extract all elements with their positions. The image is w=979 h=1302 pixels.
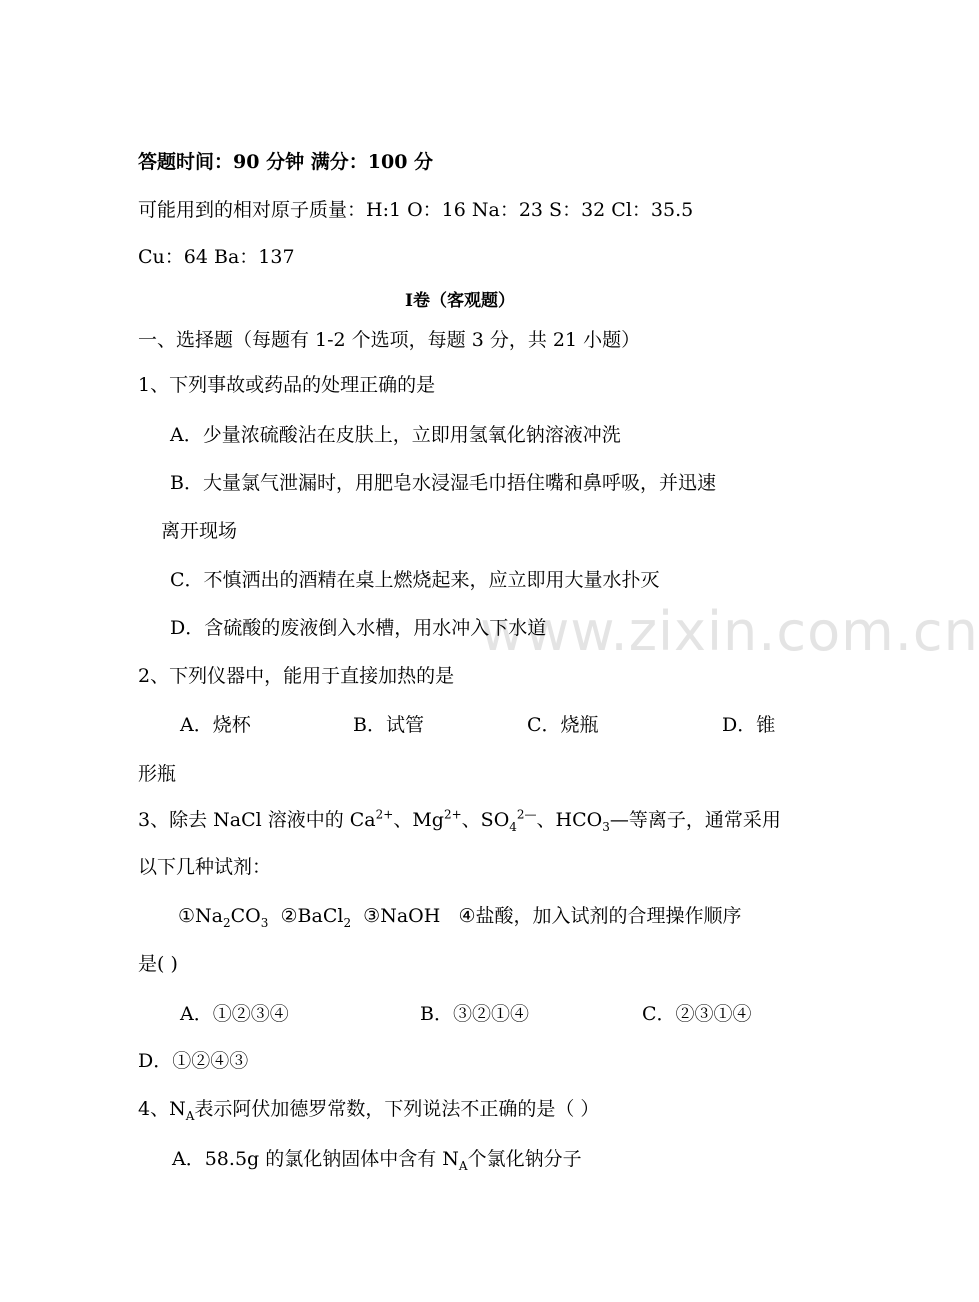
volume-title: Ⅰ卷（客观题） (405, 291, 515, 311)
q2-option-d-line1: D．锥 (722, 714, 776, 736)
time-label: 答题时间 (138, 151, 215, 173)
q2-option-b: B．试管 (353, 714, 424, 736)
q1-option-b-line1: B．大量氯气泄漏时，用肥皂水浸湿毛巾捂住嘴和鼻呼吸，并迅速 (170, 472, 716, 494)
atomic-masses-line-2: Cu：64 Ba：137 (138, 246, 295, 268)
reagent-1-sub2: 3 (260, 915, 269, 930)
q1-option-b-line2: 离开现场 (161, 520, 238, 542)
score-label: 满分 (310, 151, 349, 173)
section-title: 一、选择题（每题有 1-2 个选项，每题 3 分，共 21 小题） (138, 329, 641, 351)
q1-option-c: C．不慎洒出的酒精在桌上燃烧起来，应立即用大量水扑灭 (170, 569, 660, 591)
q3-stem-line2: 以下几种试剂： (138, 856, 272, 878)
q3-sep2: 、SO (461, 809, 510, 831)
q3-stem-suffix: 等离子，通常采用 (628, 809, 781, 831)
q4-option-a-subscript: A (458, 1158, 468, 1173)
q1-option-a: A．少量浓硫酸沾在皮肤上，立即用氢氧化钠溶液冲洗 (170, 424, 621, 446)
q2-option-a: A．烧杯 (180, 714, 251, 736)
q3-stem-prefix: 3、除去 NaCl 溶液中的 Ca (138, 809, 376, 831)
reagent-1-sub1: 2 (223, 915, 231, 930)
time-value: 90 分钟 (233, 151, 305, 173)
q1-option-d: D．含硫酸的废液倒入水槽，用水冲入下水道 (170, 617, 547, 639)
q3-option-c: C．②③①④ (642, 1003, 752, 1025)
reagent-2-sub: 2 (343, 915, 352, 930)
hco-charge: — (609, 809, 629, 831)
q3-reagents (178, 904, 741, 928)
q2-stem: 2、下列仪器中，能用于直接加热的是 (138, 665, 455, 687)
q4-stem-suffix: 表示阿伏加德罗常数，下列说法不正确的是（ ） (194, 1098, 600, 1120)
q2-option-d-line2: 形瓶 (138, 763, 177, 785)
q3-option-a: A．①②③④ (180, 1003, 289, 1025)
q3-stem-line1 (138, 808, 781, 832)
q4-option-a (172, 1147, 582, 1171)
q3-sep3: 、HCO (536, 809, 603, 831)
q1-stem: 1、下列事故或药品的处理正确的是 (138, 374, 436, 396)
q4-stem-subscript: A (185, 1108, 195, 1123)
q4-stem-prefix: 4、N (138, 1098, 186, 1120)
q4-option-a-prefix: A．58.5g 的氯化钠固体中含有 N (172, 1148, 459, 1170)
reagent-1-mid: CO (230, 905, 261, 927)
reagent-2-prefix: ②BaCl (280, 905, 344, 927)
ca-charge: 2+ (375, 807, 394, 822)
exam-header: 答题时间：90 分钟 满分：100 分 (138, 151, 434, 173)
q2-option-c: C．烧瓶 (527, 714, 599, 736)
q3-sep1: 、Mg (393, 809, 444, 831)
q3-option-b: B．③②①④ (420, 1003, 529, 1025)
mg-charge: 2+ (443, 807, 462, 822)
q4-stem (138, 1097, 599, 1121)
reagent-1-prefix: ①Na (178, 905, 223, 927)
q3-stem-line4: 是( ) (138, 953, 178, 975)
atomic-masses-line-1: 可能用到的相对原子质量：H:1 O：16 Na：23 S：32 Cl：35.5 (138, 199, 694, 221)
q4-option-a-suffix: 个氯化钠分子 (467, 1148, 582, 1170)
reagent-4: ④盐酸，加入试剂的合理操作顺序 (458, 905, 742, 927)
reagent-3: ③NaOH (363, 905, 441, 927)
hco-subscript: 3 (602, 819, 610, 834)
watermark-text: www.zixin.com.cn (480, 600, 979, 663)
score-value: 100 分 (367, 151, 434, 173)
q3-option-d: D．①②④③ (138, 1050, 249, 1072)
so-charge: 2— (516, 807, 537, 822)
so-subscript: 4 (509, 819, 517, 834)
